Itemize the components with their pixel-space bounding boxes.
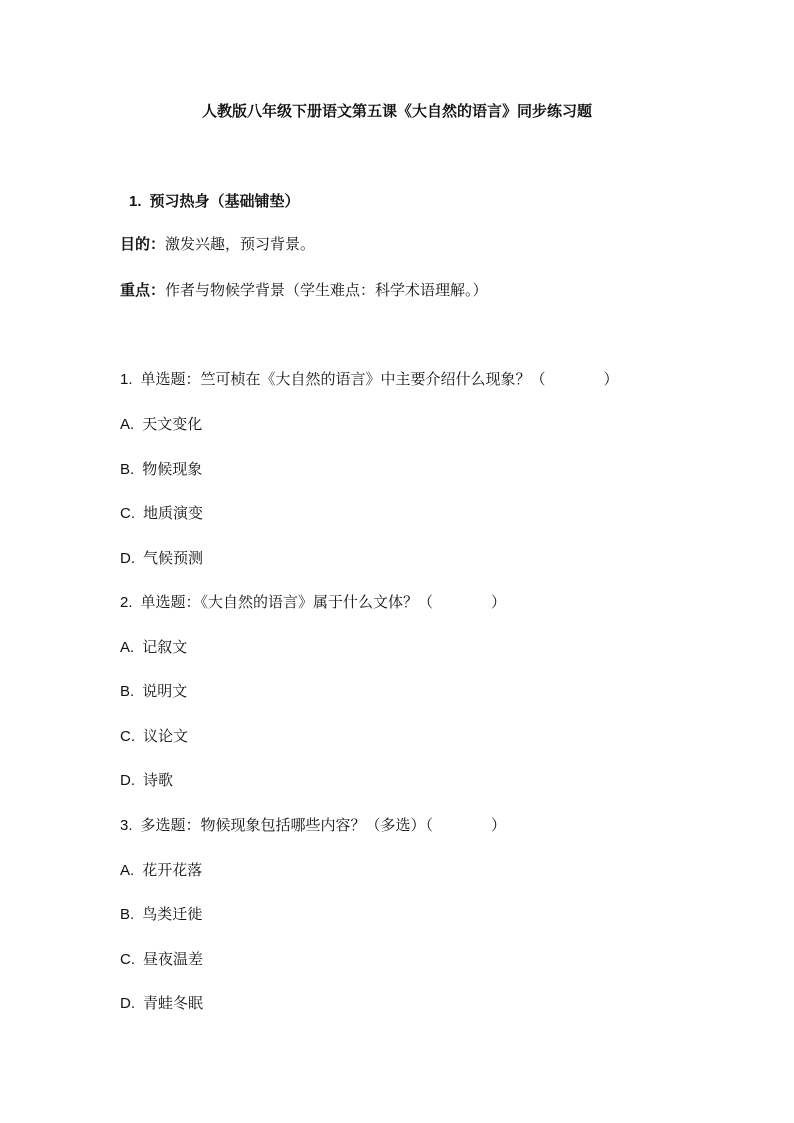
- question-1-option-d[interactable]: [120, 547, 203, 570]
- question-close: ）: [603, 370, 619, 388]
- option-letter: C.: [120, 728, 135, 745]
- question-2-option-a[interactable]: [120, 636, 187, 659]
- option-letter: B.: [120, 906, 135, 923]
- question-number: 1.: [120, 371, 133, 388]
- goal-label: 目的：: [120, 235, 166, 253]
- option-text: 花开花落: [142, 861, 203, 879]
- question-2-option-c[interactable]: [120, 725, 188, 748]
- option-text: 昼夜温差: [143, 950, 204, 968]
- option-text: 鸟类迁徙: [142, 905, 203, 923]
- question-2-option-b[interactable]: [120, 680, 187, 703]
- question-2-option-d[interactable]: [120, 769, 173, 792]
- focus-text: 作者与物候学背景（学生难点：科学术语理解。）: [165, 281, 488, 299]
- option-letter: A.: [120, 416, 135, 433]
- option-text: 气候预测: [143, 549, 204, 567]
- question-3-option-d[interactable]: [120, 992, 203, 1015]
- question-1-option-b[interactable]: [120, 458, 202, 481]
- option-letter: C.: [120, 505, 135, 522]
- question-3-option-a[interactable]: [120, 859, 202, 882]
- option-letter: A.: [120, 639, 135, 656]
- question-number: 2.: [120, 594, 133, 611]
- option-letter: C.: [120, 951, 135, 968]
- question-1-option-a[interactable]: [120, 413, 202, 436]
- question-3-option-c[interactable]: [120, 948, 203, 971]
- question-close: ）: [491, 816, 507, 834]
- question-stem: 单选题：《大自然的语言》属于什么文体？（: [140, 593, 434, 611]
- option-letter: D.: [120, 772, 135, 789]
- option-text: 议论文: [143, 727, 189, 745]
- option-text: 青蛙冬眠: [143, 994, 204, 1012]
- option-text: 记叙文: [142, 638, 188, 656]
- option-text: 物候现象: [142, 460, 203, 478]
- section-number: 1.: [129, 193, 142, 210]
- option-text: 说明文: [142, 682, 188, 700]
- option-letter: A.: [120, 862, 135, 879]
- document-title: 人教版八年级下册语文第五课《大自然的语言》同步练习题: [201, 102, 592, 120]
- focus-line: [120, 279, 488, 301]
- question-3: [120, 814, 506, 837]
- option-letter: D.: [120, 550, 135, 567]
- question-number: 3.: [120, 817, 133, 834]
- question-1: [120, 368, 619, 391]
- goal-text: 激发兴趣，预习背景。: [165, 235, 316, 253]
- question-2: [120, 591, 506, 614]
- question-1-option-c[interactable]: [120, 502, 203, 525]
- section-heading: [129, 190, 300, 213]
- question-stem: 多选题：物候现象包括哪些内容？（多选）（: [140, 816, 434, 834]
- option-text: 地质演变: [143, 504, 204, 522]
- question-close: ）: [491, 593, 507, 611]
- option-text: 天文变化: [142, 415, 203, 433]
- section-heading-text: 预习热身（基础铺垫）: [149, 192, 300, 210]
- option-letter: B.: [120, 683, 135, 700]
- focus-label: 重点：: [120, 281, 166, 299]
- question-stem: 单选题：竺可桢在《大自然的语言》中主要介绍什么现象？（: [140, 370, 546, 388]
- option-letter: B.: [120, 461, 135, 478]
- option-text: 诗歌: [143, 771, 174, 789]
- goal-line: [120, 233, 315, 255]
- question-3-option-b[interactable]: [120, 903, 202, 926]
- option-letter: D.: [120, 995, 135, 1012]
